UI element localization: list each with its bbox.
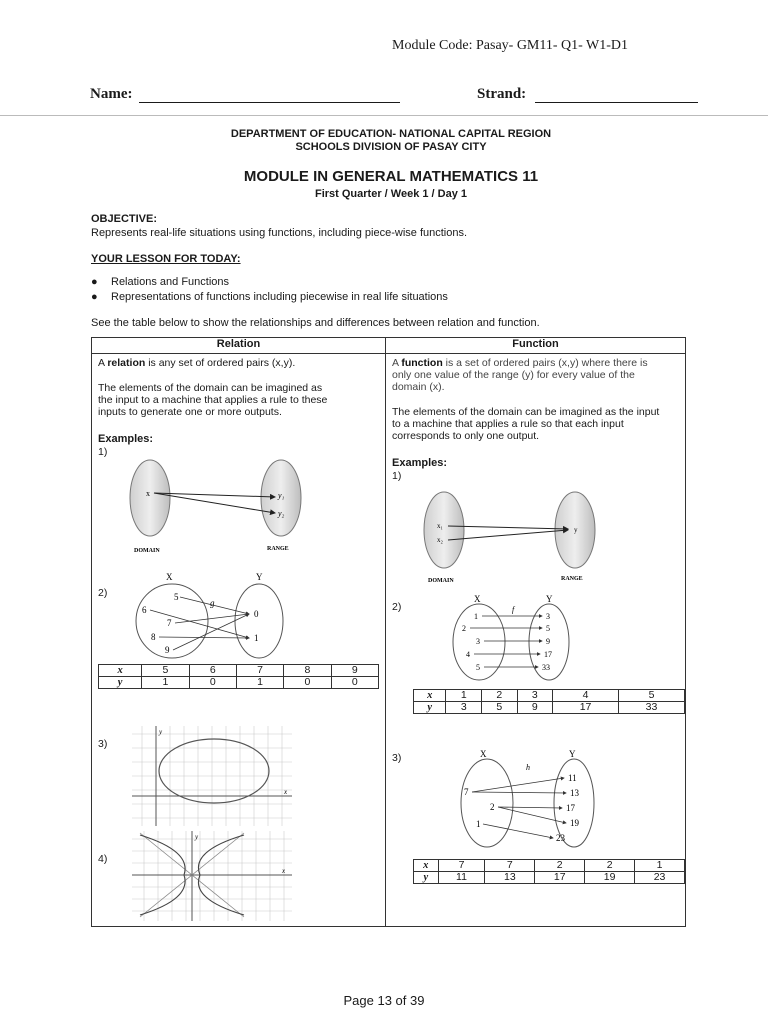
fex3-h-label: h	[526, 763, 530, 772]
table-cell: 17	[553, 702, 619, 714]
fex1-domain-label: DOMAIN	[428, 578, 454, 584]
lesson-item-2	[91, 291, 448, 303]
fex3-domain-2: 2	[490, 802, 495, 812]
page-number: Page 13 of 39	[343, 993, 425, 1008]
function-machine-2: to a machine that applies a rule so that each input	[392, 418, 624, 430]
table-cell: 1	[236, 677, 283, 689]
table-x-header: x	[414, 690, 446, 702]
table-cell: 2	[535, 860, 585, 872]
function-examples-heading: Examples:	[392, 457, 448, 469]
relation-machine-2: the input to a machine that applies a rule to these	[98, 394, 328, 406]
ex2-range-1: 1	[254, 633, 259, 643]
function-xy-table-3	[413, 859, 685, 884]
division-title: SCHOOLS DIVISION OF PASAY CITY	[295, 141, 487, 153]
table-cell: 17	[535, 872, 585, 884]
relation-ex3-label: 3)	[98, 738, 108, 750]
fex3-domain-7: 7	[464, 787, 469, 797]
function-xy-table-2	[413, 689, 685, 714]
relation-examples-heading: Examples:	[98, 433, 154, 445]
table-cell: 0	[189, 677, 236, 689]
fex2-X-label: X	[474, 594, 481, 604]
name-label: Name:	[90, 86, 133, 102]
relation-ex1-label: 1)	[98, 446, 108, 458]
name-field-line[interactable]	[139, 102, 400, 103]
relation-ex4-graph	[132, 831, 292, 921]
ex2-domain-7: 7	[167, 618, 172, 628]
table-y-header: y	[99, 677, 142, 689]
fex3-Y-label: Y	[569, 749, 576, 759]
ex1-y1-label: y₁	[278, 491, 285, 500]
ex2-range-0: 0	[254, 609, 259, 619]
ex2-domain-5: 5	[174, 592, 179, 602]
function-cell	[386, 354, 686, 927]
function-definition-2: only one value of the range (y) for every value of the	[392, 369, 635, 381]
table-cell: 7	[236, 665, 283, 677]
function-ex1-label: 1)	[392, 470, 402, 482]
fex2-range-3: 3	[546, 612, 550, 621]
bullet-icon: ●	[91, 291, 98, 303]
fex2-domain-3: 3	[476, 637, 480, 646]
table-cell: 23	[635, 872, 685, 884]
relation-machine-1: The elements of the domain can be imagined as	[98, 382, 323, 394]
fex2-Y-label: Y	[546, 594, 553, 604]
table-x-header: x	[99, 665, 142, 677]
fex3-range-11: 11	[568, 773, 577, 783]
ex4-x-axis-label: x	[282, 867, 286, 875]
function-ex2-label: 2)	[392, 601, 402, 613]
table-cell: 4	[553, 690, 619, 702]
dept-title: DEPARTMENT OF EDUCATION- NATIONAL CAPITAL REGION	[230, 128, 552, 140]
relation-cell	[92, 354, 386, 927]
relation-ex2-diagram	[132, 571, 312, 661]
table-cell: 7	[438, 860, 485, 872]
quarter-subtitle: First Quarter / Week 1 / Day 1	[314, 188, 468, 200]
relation-machine-3: inputs to generate one or more outputs.	[98, 406, 282, 418]
fex1-y-label: y	[574, 526, 578, 534]
col-relation-header: Relation	[92, 338, 386, 354]
ex2-domain-9: 9	[165, 645, 170, 655]
ex1-y2-label: y₂	[278, 509, 285, 518]
fex2-range-33: 33	[542, 663, 550, 672]
ex1-range-label: RANGE	[267, 546, 289, 552]
fex2-domain-2: 2	[462, 624, 466, 633]
fex2-range-5: 5	[546, 624, 550, 633]
function-ex2-diagram	[446, 594, 596, 684]
header-divider	[0, 115, 768, 116]
function-ex3-diagram	[456, 748, 606, 853]
col-function-header: Function	[386, 338, 686, 354]
relation-ex1-diagram	[128, 458, 318, 558]
ex1-domain-label: DOMAIN	[134, 548, 160, 554]
table-cell: 3	[517, 690, 553, 702]
function-definition-3: domain (x).	[392, 381, 445, 393]
fex1-range-label: RANGE	[561, 576, 583, 582]
lesson-item-label: Relations and Functions	[111, 276, 230, 288]
table-cell: 5	[482, 702, 518, 714]
relation-function-table	[91, 337, 686, 927]
function-ex1-diagram	[422, 490, 612, 585]
fex3-domain-1: 1	[476, 819, 481, 829]
table-x-header: x	[414, 860, 439, 872]
module-title: MODULE IN GENERAL MATHEMATICS 11	[243, 168, 539, 185]
ex2-domain-8: 8	[151, 632, 156, 642]
module-code	[392, 38, 628, 54]
lesson-item-label: Representations of functions including piecewise in real life situations	[111, 291, 448, 303]
table-y-header: y	[414, 702, 446, 714]
table-cell: 33	[619, 702, 685, 714]
table-cell: 0	[284, 677, 331, 689]
ex3-y-axis-label: y	[159, 728, 163, 736]
fex3-range-19: 19	[570, 818, 579, 828]
fex2-domain-5: 5	[476, 663, 480, 672]
fex3-range-23: 23	[556, 833, 565, 843]
fex2-range-9: 9	[546, 637, 550, 646]
ex4-y-axis-label: y	[195, 833, 199, 841]
table-y-header: y	[414, 872, 439, 884]
table-cell: 3	[446, 702, 482, 714]
relation-ex4-label: 4)	[98, 853, 108, 865]
table-cell: 1	[142, 677, 189, 689]
fex3-X-label: X	[480, 749, 487, 759]
bullet-icon: ●	[91, 276, 98, 288]
table-cell: 1	[635, 860, 685, 872]
objective-heading: OBJECTIVE:	[91, 213, 158, 225]
function-machine-1: The elements of the domain can be imagined as the input	[392, 406, 660, 418]
ex2-Y-label: Y	[256, 572, 263, 582]
strand-label: Strand:	[477, 86, 527, 102]
function-ex3-label: 3)	[392, 752, 402, 764]
table-cell: 0	[331, 677, 378, 689]
table-cell: 2	[482, 690, 518, 702]
fex1-x1-label: x₁	[437, 522, 443, 530]
table-cell: 13	[485, 872, 535, 884]
relation-definition: A relation is any set of ordered pairs (x,y).	[98, 357, 296, 369]
fex3-range-17: 17	[566, 803, 575, 813]
ex2-X-label: X	[166, 572, 173, 582]
fex2-f-label: f	[512, 605, 515, 614]
relation-ex3-graph	[132, 726, 292, 826]
table-cell: 8	[284, 665, 331, 677]
ex3-x-axis-label: x	[284, 788, 288, 796]
intro-text: See the table below to show the relationships and differences between relation and function.	[91, 317, 540, 329]
table-cell: 19	[585, 872, 635, 884]
table-cell: 2	[585, 860, 635, 872]
table-cell: 1	[446, 690, 482, 702]
strand-field-line[interactable]	[535, 102, 698, 103]
table-cell: 9	[331, 665, 378, 677]
fex2-domain-4: 4	[466, 650, 470, 659]
relation-ex2-label: 2)	[98, 587, 108, 599]
table-cell: 7	[485, 860, 535, 872]
lesson-heading: YOUR LESSON FOR TODAY:	[91, 253, 241, 265]
fex1-x2-label: x₂	[437, 536, 443, 544]
domain-oval	[130, 460, 170, 536]
table-cell: 5	[142, 665, 189, 677]
function-definition-1: A function is a set of ordered pairs (x,y) where there is	[392, 357, 648, 369]
fex2-range-17: 17	[544, 650, 552, 659]
ex2-domain-6: 6	[142, 605, 147, 615]
function-machine-3: corresponds to only one output.	[392, 430, 540, 442]
module-code-label: Module Code:	[392, 38, 473, 53]
fex3-range-13: 13	[570, 788, 579, 798]
table-cell: 6	[189, 665, 236, 677]
table-cell: 5	[619, 690, 685, 702]
module-code-value: Pasay- GM11- Q1- W1-D1	[476, 38, 629, 53]
fex2-domain-1: 1	[474, 612, 478, 621]
lesson-item-1	[91, 276, 229, 288]
ex2-g-label: g	[210, 598, 215, 608]
objective-text: Represents real-life situations using functions, including piece-wise functions.	[91, 227, 468, 239]
table-cell: 9	[517, 702, 553, 714]
table-cell: 11	[438, 872, 485, 884]
ex1-x-label: x	[146, 489, 150, 498]
relation-xy-table	[98, 664, 379, 689]
